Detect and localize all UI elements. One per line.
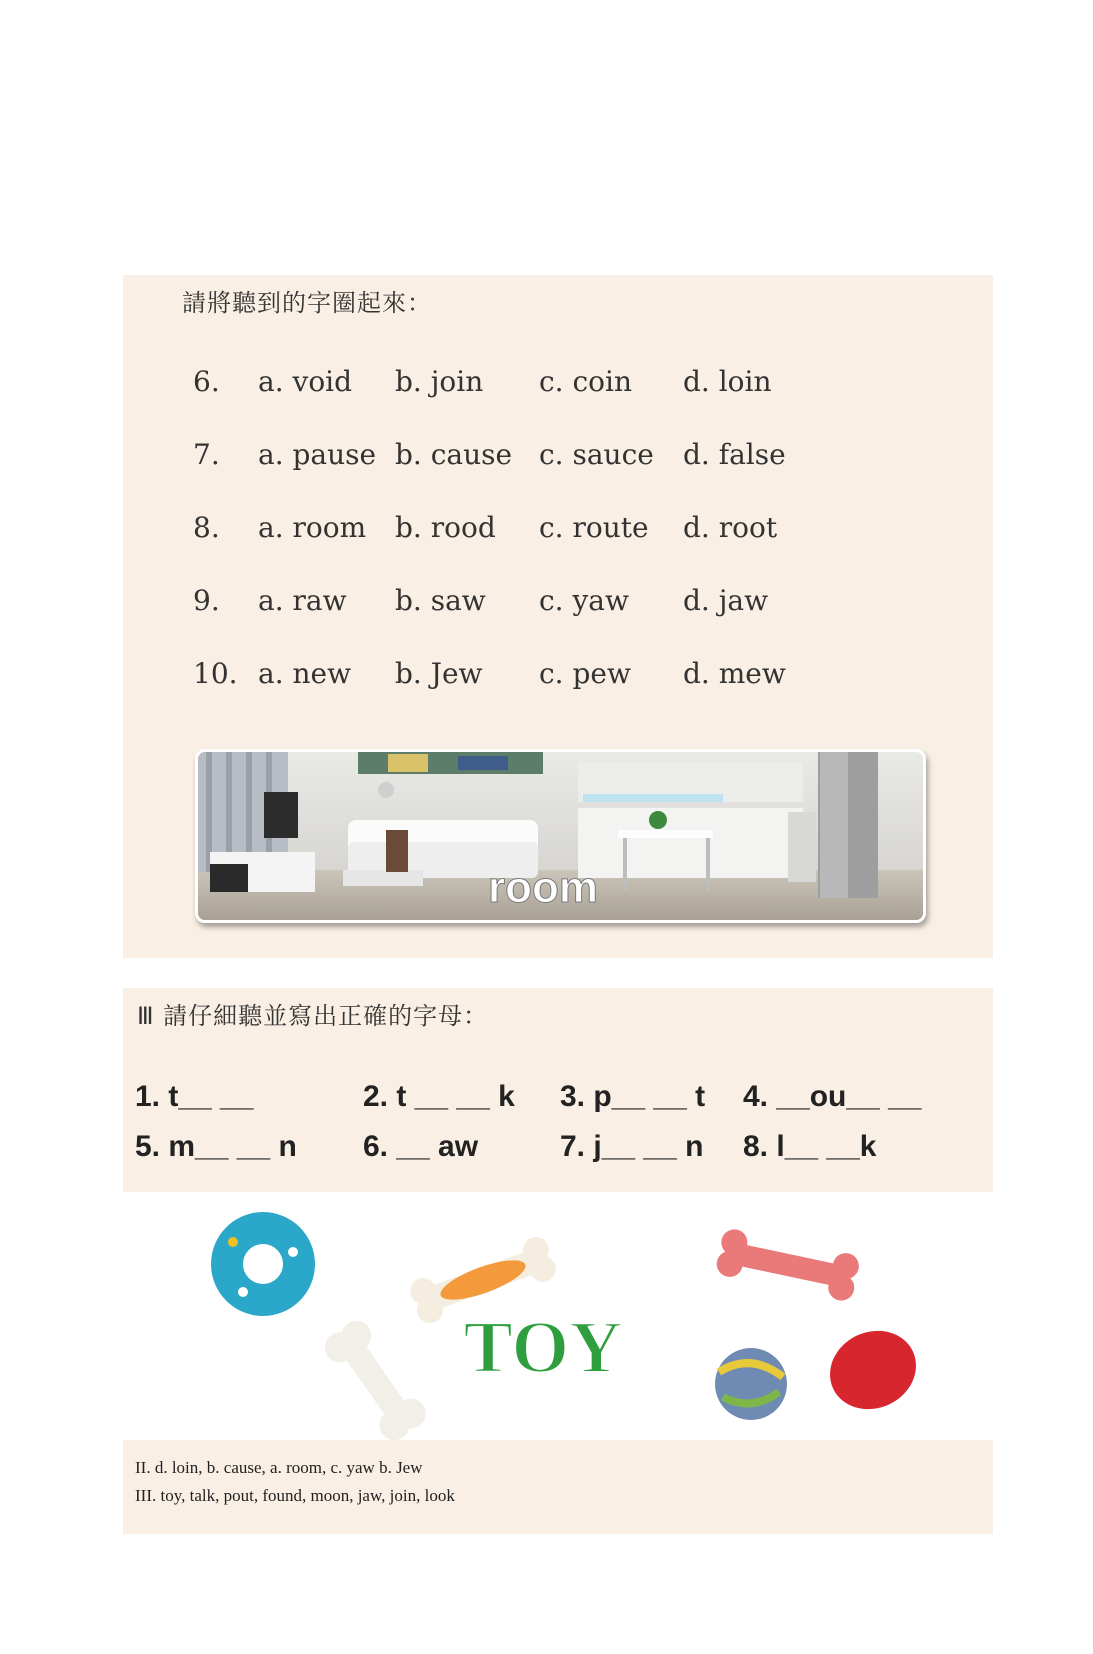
option-d[interactable]: d. mew <box>683 657 786 690</box>
banner-word: room <box>488 863 598 912</box>
section2-heading: 請將聽到的字圈起來： <box>182 289 432 317</box>
question-number: 6. <box>193 365 220 398</box>
option-b[interactable]: b. saw <box>395 584 486 617</box>
listening-write-panel <box>123 988 993 1192</box>
room-photo-banner <box>195 749 926 923</box>
option-d[interactable]: d. false <box>683 438 786 471</box>
option-b[interactable]: b. join <box>395 365 484 398</box>
option-d[interactable]: d. jaw <box>683 584 769 617</box>
fill-item[interactable]: 7. j__ __ n <box>560 1130 704 1163</box>
option-c[interactable]: c. coin <box>539 365 633 398</box>
question-number: 10. <box>193 657 238 690</box>
option-b[interactable]: b. Jew <box>395 657 483 690</box>
fill-item[interactable]: 2. t __ __ k <box>363 1080 515 1113</box>
option-c[interactable]: c. sauce <box>539 438 654 471</box>
room-illustration <box>198 752 923 920</box>
fill-item[interactable]: 1. t__ __ <box>135 1080 254 1113</box>
option-a[interactable]: a. new <box>258 657 352 690</box>
option-d[interactable]: d. root <box>683 511 778 544</box>
listening-circle-panel <box>123 275 993 958</box>
option-a[interactable]: a. void <box>258 365 353 398</box>
option-c[interactable]: c. pew <box>539 657 631 690</box>
question-number: 9. <box>193 584 220 617</box>
toy-illustration <box>123 1192 993 1440</box>
fill-item[interactable]: 3. p__ __ t <box>560 1080 706 1113</box>
fill-item[interactable]: 4. __ou__ __ <box>743 1080 922 1113</box>
option-a[interactable]: a. room <box>258 511 367 544</box>
option-a[interactable]: a. pause <box>258 438 377 471</box>
option-d[interactable]: d. loin <box>683 365 772 398</box>
option-a[interactable]: a. raw <box>258 584 347 617</box>
fill-item[interactable]: 6. __ aw <box>363 1130 479 1163</box>
fill-item[interactable]: 5. m__ __ n <box>135 1130 297 1163</box>
section3-heading: Ⅲ 請仔細聽並寫出正確的字母： <box>137 1002 489 1030</box>
option-c[interactable]: c. yaw <box>539 584 629 617</box>
option-c[interactable]: c. route <box>539 511 649 544</box>
toy-pictures <box>123 1192 993 1440</box>
answer-line-3: III. toy, talk, pout, found, moon, jaw, join, look <box>135 1486 455 1505</box>
option-b[interactable]: b. rood <box>395 511 496 544</box>
toy-word: TOY <box>463 1307 623 1389</box>
question-number: 7. <box>193 438 220 471</box>
answer-line-2: II. d. loin, b. cause, a. room, c. yaw b. Jew <box>135 1458 423 1477</box>
question-number: 8. <box>193 511 220 544</box>
fill-item[interactable]: 8. l__ __k <box>743 1130 877 1163</box>
answer-key-panel <box>123 1440 993 1534</box>
option-b[interactable]: b. cause <box>395 438 513 471</box>
